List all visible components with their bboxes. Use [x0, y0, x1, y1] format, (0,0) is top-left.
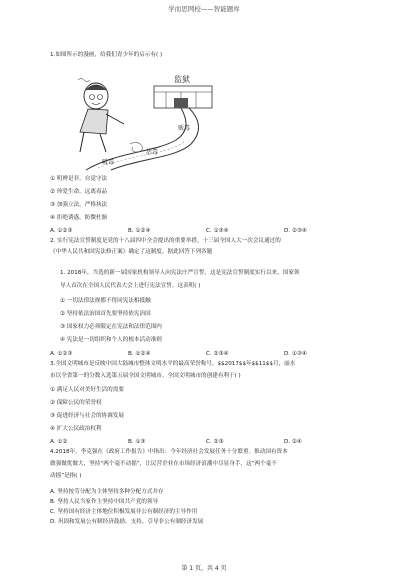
dizzy-person-figure — [78, 79, 124, 153]
q1-item-4: ④ 拒绝诱惑，防微杜渐 — [50, 215, 108, 221]
q1-item-1: ① 明辨是非，自觉守法 — [50, 176, 108, 182]
q1-item-3: ③ 加强立法，严格执法 — [50, 202, 108, 208]
q2-choice-b: B. ①②④ — [128, 351, 151, 357]
q4-option-d: D. 巩固和发展公有制经济鼓励、支持、引导非公有制经济发展 — [50, 519, 204, 525]
q2-stem-line-2: 《中华人民共和国宪法修正案》确定了这制度。据此回答下列各题 — [50, 249, 213, 255]
page-header: 学而思网校——智能题库 — [168, 5, 240, 13]
prison-sign: 监狱 — [174, 75, 190, 84]
q3-item-2: ② 保障公民的荣誉权 — [50, 400, 102, 406]
q2-item-2: ② 坚持依法治国首先要坚持依宪治国 — [60, 311, 151, 317]
q3-choice-d: D. ②④ — [284, 439, 302, 445]
page-footer: 第 1 页，共 4 页 — [181, 565, 227, 572]
drug-cartoon-illustration — [66, 72, 216, 172]
q3-stem-line-2: 市以全省第一的分数入选第五届全国文明城市。全国文明城市的创建有利于( ) — [50, 373, 241, 379]
q3-choice-c: C. ②③ — [206, 439, 224, 445]
q4-option-b: B. 坚持人民当家作主坚持中国共产党的领导 — [50, 499, 159, 505]
q4-stem-line-2: 做强做优做大，坚持“两个毫不动摇”，让民营企业在市场经济浪潮中尽显身手，这“两个毫不 — [50, 461, 277, 467]
q2-choice-a: A. ①②③ — [50, 351, 73, 357]
q2-item-4: ④ 宪法是一切组织和个人的根本活动准则 — [60, 337, 162, 343]
q2-item-3: ③ 国家权力必须限定在宪法和法律范围内 — [60, 324, 162, 330]
q1-choice-c: C. ①③④ — [206, 228, 229, 234]
q3-stem-line-1: 3.全国文明城市是反映中国大陆城市整体文明水平的最高荣誉称号，$$2017$$年$$11$$月，丽水 — [50, 361, 296, 367]
q2-item-1: ① 一切法律法规都不得同宪法相抵触 — [60, 298, 151, 304]
q1-choice-d: D. ②③④ — [284, 228, 307, 234]
q3-item-1: ① 满足人民对美好生活的需要 — [50, 387, 124, 393]
q1-item-2: ② 珍爱生命，远离毒品 — [50, 189, 108, 195]
q2-sub1-stem-line-1: 1. 2018年，当选的新一届国家机构领导人向宪法庄严宣誓，这是宪法宣誓制度实行以来，国家领 — [60, 270, 300, 276]
q2-sub1-stem-line-2: 导人首次在全国人民代表大会上进行宪法宣誓。这表明( ) — [60, 283, 201, 289]
q4-option-c: C. 坚持国有经济主体地位积极发展非公有制经济的主导作用 — [50, 509, 198, 515]
q1-stem: 1.如图所示的漫画，给我们青少年的启示有( ) — [50, 52, 163, 58]
q2-choice-d: D. ①③④ — [284, 351, 307, 357]
road-label-3: 贩毒 — [178, 125, 191, 132]
q3-item-4: ④ 扩大公民政治权利 — [50, 426, 102, 432]
q2-choice-c: C. ②③④ — [206, 351, 229, 357]
road-label-2: 沾毒 — [146, 149, 159, 156]
q4-stem-line-1: 4.2018年，李克强在《政府工作报告》中指出：今年经济社会发展任务十分繁重。推动国有资本 — [50, 449, 288, 455]
q3-item-3: ③ 促进经济与社会的协调发展 — [50, 413, 124, 419]
q4-option-a: A. 坚持按劳分配为主体坚持多种分配方式并存 — [50, 489, 164, 495]
q2-stem-line-1: 2. 实行宪法宣誓制度是党的十八届四中全会提出的重要举措，十三届全国人大一次会议通过的 — [50, 238, 281, 244]
road-label-1: 吸毒 — [102, 159, 115, 166]
q4-stem-line-3: 动摇”是指( ) — [50, 473, 82, 479]
q1-choice-a: A. ①②③ — [50, 228, 73, 234]
q3-choice-a: A. ①② — [50, 439, 68, 445]
q1-choice-b: B. ①②④ — [128, 228, 151, 234]
q3-choice-b: B. ①③ — [128, 439, 146, 445]
